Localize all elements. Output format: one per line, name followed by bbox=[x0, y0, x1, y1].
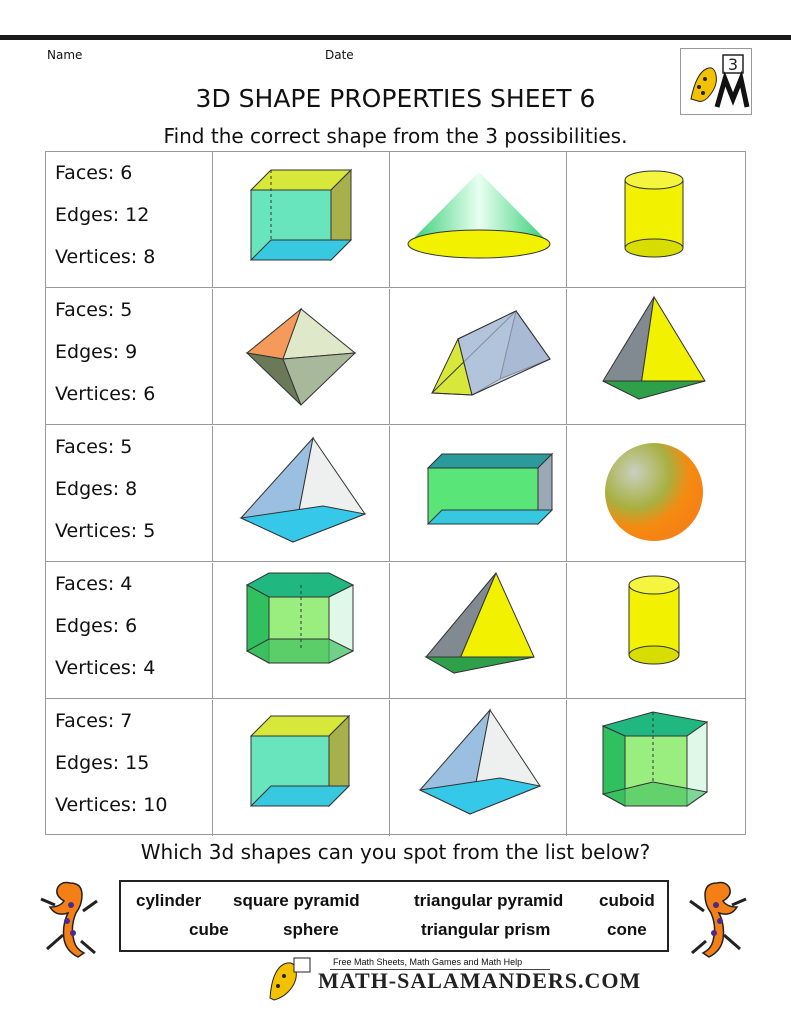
shape-option-cuboid[interactable] bbox=[390, 426, 567, 562]
faces-text: Faces: 6 bbox=[55, 162, 133, 184]
shape-option-pentagonal-prism[interactable] bbox=[567, 700, 745, 836]
shape-option-triangular-pyramid[interactable] bbox=[567, 289, 745, 425]
octahedron-icon bbox=[213, 289, 390, 425]
word-item: cone bbox=[607, 920, 647, 939]
cuboid-icon bbox=[390, 426, 567, 562]
vertices-text: Vertices: 6 bbox=[55, 383, 156, 405]
word-item: cube bbox=[189, 920, 229, 939]
name-label: Name bbox=[47, 48, 83, 62]
word-list-box bbox=[119, 880, 669, 952]
edges-text: Edges: 8 bbox=[55, 478, 138, 500]
vertices-text: Vertices: 10 bbox=[55, 794, 168, 816]
footer-mascot-icon bbox=[262, 952, 314, 1004]
shape-option-triangular-prism[interactable] bbox=[390, 289, 567, 425]
cube-icon bbox=[213, 700, 390, 836]
word-item: triangular pyramid bbox=[414, 891, 564, 910]
instruction-text: Find the correct shape from the 3 possibilities. bbox=[163, 124, 628, 148]
top-rule bbox=[0, 35, 791, 40]
edges-text: Edges: 6 bbox=[55, 615, 138, 637]
word-item: cuboid bbox=[599, 891, 655, 910]
pentagonal-prism-icon bbox=[567, 700, 745, 836]
hexagonal-prism-icon bbox=[213, 563, 390, 699]
faces-text: Faces: 7 bbox=[55, 710, 133, 732]
shape-option-cone[interactable] bbox=[390, 152, 567, 288]
spot-prompt: Which 3d shapes can you spot from the list below? bbox=[140, 840, 651, 864]
shape-option-sphere[interactable] bbox=[567, 426, 745, 562]
page-title: 3D SHAPE PROPERTIES SHEET 6 bbox=[195, 84, 596, 113]
footer-brand: MATH-SALAMANDERS.COM bbox=[318, 968, 642, 993]
properties-cell bbox=[46, 426, 213, 562]
shape-option-square-pyramid[interactable] bbox=[390, 700, 567, 836]
properties-cell bbox=[46, 152, 213, 288]
edges-text: Edges: 15 bbox=[55, 752, 150, 774]
edges-text: Edges: 12 bbox=[55, 204, 150, 226]
word-item: square pyramid bbox=[233, 891, 360, 910]
faces-text: Faces: 5 bbox=[55, 436, 133, 458]
shape-option-cube[interactable] bbox=[213, 700, 390, 836]
date-label: Date bbox=[325, 48, 354, 62]
word-item: sphere bbox=[283, 920, 339, 939]
grid-row-2 bbox=[46, 289, 745, 426]
square-pyramid-icon bbox=[213, 426, 390, 562]
word-item: cylinder bbox=[136, 891, 202, 910]
sphere-icon bbox=[567, 426, 745, 562]
footer-tagline: Free Math Sheets, Math Games and Math Help bbox=[333, 957, 523, 967]
word-item: triangular prism bbox=[421, 920, 551, 939]
salamander-right-icon bbox=[682, 875, 752, 960]
shape-option-square-pyramid[interactable] bbox=[213, 426, 390, 562]
edges-text: Edges: 9 bbox=[55, 341, 138, 363]
properties-cell bbox=[46, 289, 213, 425]
triangular-pyramid-icon bbox=[390, 563, 567, 699]
salamander-left-icon bbox=[35, 875, 105, 960]
grid-row-3 bbox=[46, 426, 745, 563]
properties-cell bbox=[46, 563, 213, 699]
triangular-prism-icon bbox=[390, 289, 567, 425]
vertices-text: Vertices: 4 bbox=[55, 657, 156, 679]
vertices-text: Vertices: 8 bbox=[55, 246, 156, 268]
grade-badge: 3 bbox=[727, 55, 739, 74]
properties-cell bbox=[46, 700, 213, 836]
shape-option-hexagonal-prism[interactable] bbox=[213, 563, 390, 699]
grid-row-5 bbox=[46, 700, 745, 837]
cylinder-icon bbox=[567, 563, 745, 699]
square-pyramid-icon bbox=[390, 700, 567, 836]
faces-text: Faces: 5 bbox=[55, 299, 133, 321]
cone-icon bbox=[390, 152, 567, 288]
shape-grid bbox=[45, 151, 746, 835]
shape-option-cube[interactable] bbox=[213, 152, 390, 288]
faces-text: Faces: 4 bbox=[55, 573, 133, 595]
shape-option-octahedron[interactable] bbox=[213, 289, 390, 425]
grid-row-1 bbox=[46, 152, 745, 289]
shape-option-cylinder[interactable] bbox=[567, 152, 745, 288]
cube-icon bbox=[213, 152, 390, 288]
vertices-text: Vertices: 5 bbox=[55, 520, 156, 542]
cylinder-icon bbox=[567, 152, 745, 288]
grid-row-4 bbox=[46, 563, 745, 700]
triangular-pyramid-icon bbox=[567, 289, 745, 425]
shape-option-cylinder[interactable] bbox=[567, 563, 745, 699]
shape-option-triangular-pyramid[interactable] bbox=[390, 563, 567, 699]
